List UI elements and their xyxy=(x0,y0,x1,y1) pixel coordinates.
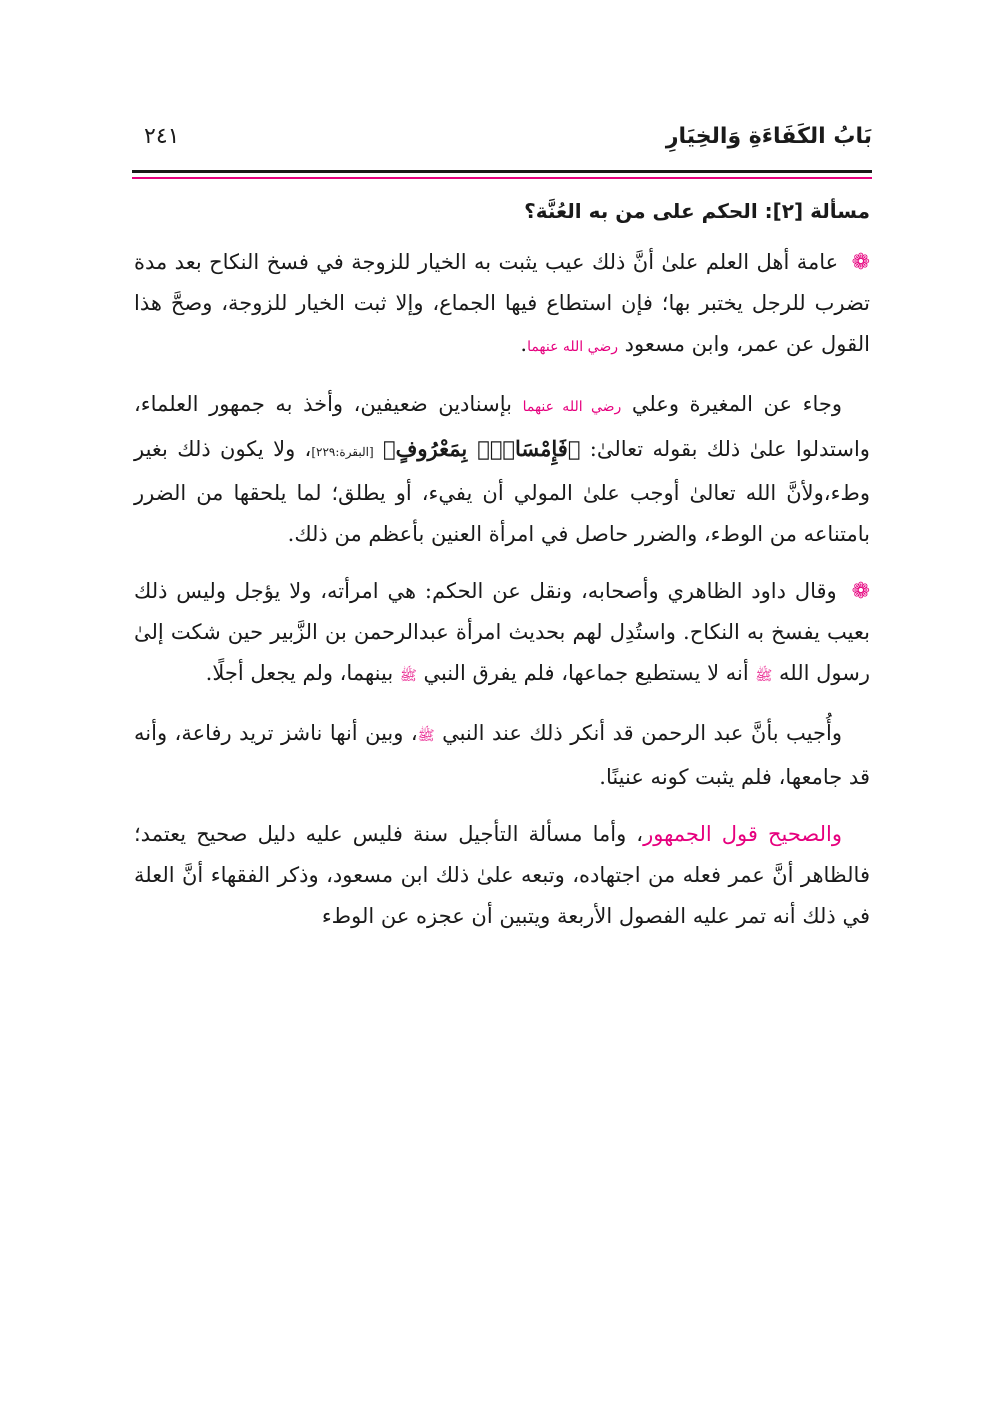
flower-bullet-icon: ❁ xyxy=(851,579,870,604)
paragraph-1-end: . xyxy=(520,332,528,356)
issue-label: مسألة [٢]: xyxy=(764,199,870,223)
chapter-title: بَابُ الكَفَاءَةِ وَالخِيَارِ xyxy=(665,124,872,149)
verse-reference: [البقرة:٢٢٩] xyxy=(311,445,374,459)
paragraph-4 xyxy=(134,713,870,798)
flower-bullet-icon: ❁ xyxy=(851,250,870,275)
paragraph-2-text-3: ، ولا يكون ذلك بغير وطء،ولأنَّ الله تعالىٰ أوجب علىٰ المولي أن يفيء، أو يطلق؛ لما يلحقها من الضرر بامتناعه من الوطء، والضرر حاصل في امرأة العنين بأعظم من ذلك. xyxy=(134,437,870,546)
page-content xyxy=(134,188,870,953)
paragraph-3-text-2: أنه لا يستطيع جماعها، فلم يفرق النبي xyxy=(423,661,749,685)
honorific-icon: رضي الله عنهما xyxy=(522,399,622,415)
paragraph-1 xyxy=(134,242,870,368)
paragraph-2 xyxy=(134,384,870,555)
paragraph-3-text-1: وقال داود الظاهري وأصحابه، ونقل عن الحكم: هي امرأته، ولا يؤجل وليس ذلك بعيب يفسخ به النكاح. واستُدِل لهم بحديث امرأة عبدالرحمن بن الزَّبير حين شكت إلىٰ رسول الله xyxy=(134,579,870,685)
paragraph-1-text: عامة أهل العلم علىٰ أنَّ ذلك عيب يثبت به الخيار للزوجة في فسخ النكاح بعد مدة تضرب للرجل يختبر بها؛ فإن استطاع فيها الجماع، وإلا ثبت الخيار للزوجة، وصحَّ هذا القول عن عمر، وابن مسعود xyxy=(134,250,870,356)
paragraph-4-text-1: وأُجيب بأنَّ عبد الرحمن قد أنكر ذلك عند النبي xyxy=(442,721,842,745)
salawat-icon: ﷺ xyxy=(417,728,435,744)
paragraph-5-text: ، وأما مسألة التأجيل سنة فليس عليه دليل صحيح يعتمد؛ فالظاهر أنَّ عمر فعله من اجتهاده، وتبعه علىٰ ذلك ابن مسعود، وذكر الفقهاء أنَّ العلة في ذلك أنه تمر عليه الفصول الأربعة ويتبين أن عجزه عن الوطء xyxy=(134,822,870,928)
paragraph-3-text-3: بينهما، ولم يجعل أجلًا. xyxy=(205,661,394,685)
issue-heading xyxy=(134,188,870,234)
paragraph-2-text-1: وجاء عن المغيرة وعلي xyxy=(631,392,843,416)
header-rule-pink xyxy=(132,177,872,179)
quran-verse: ﴿فَإِمْسَاكٌۢ بِمَعْرُوفٍ﴾ xyxy=(383,436,581,461)
paragraph-4-text-2: ، وبين أنها ناشز تريد رفاعة، وأنه قد جامعها، فلم يثبت كونه عنينًا. xyxy=(134,721,870,789)
salawat-icon: ﷺ xyxy=(755,668,773,684)
page-number: ٢٤١ xyxy=(144,124,180,149)
header-rule-black xyxy=(132,170,872,173)
paragraph-5 xyxy=(134,814,870,937)
page-header xyxy=(132,118,872,162)
issue-title: الحكم على من به العُنَّة؟ xyxy=(524,199,758,223)
honorific-icon: رضي الله عنهما xyxy=(527,339,618,355)
paragraph-2-text-2: بإسنادين ضعيفين، وأخذ به جمهور العلماء، واستدلوا علىٰ ذلك بقوله تعالىٰ: xyxy=(134,392,870,461)
salawat-icon: ﷺ xyxy=(399,668,417,684)
highlighted-ruling: والصحيح قول الجمهور xyxy=(643,822,842,846)
paragraph-3 xyxy=(134,571,870,697)
